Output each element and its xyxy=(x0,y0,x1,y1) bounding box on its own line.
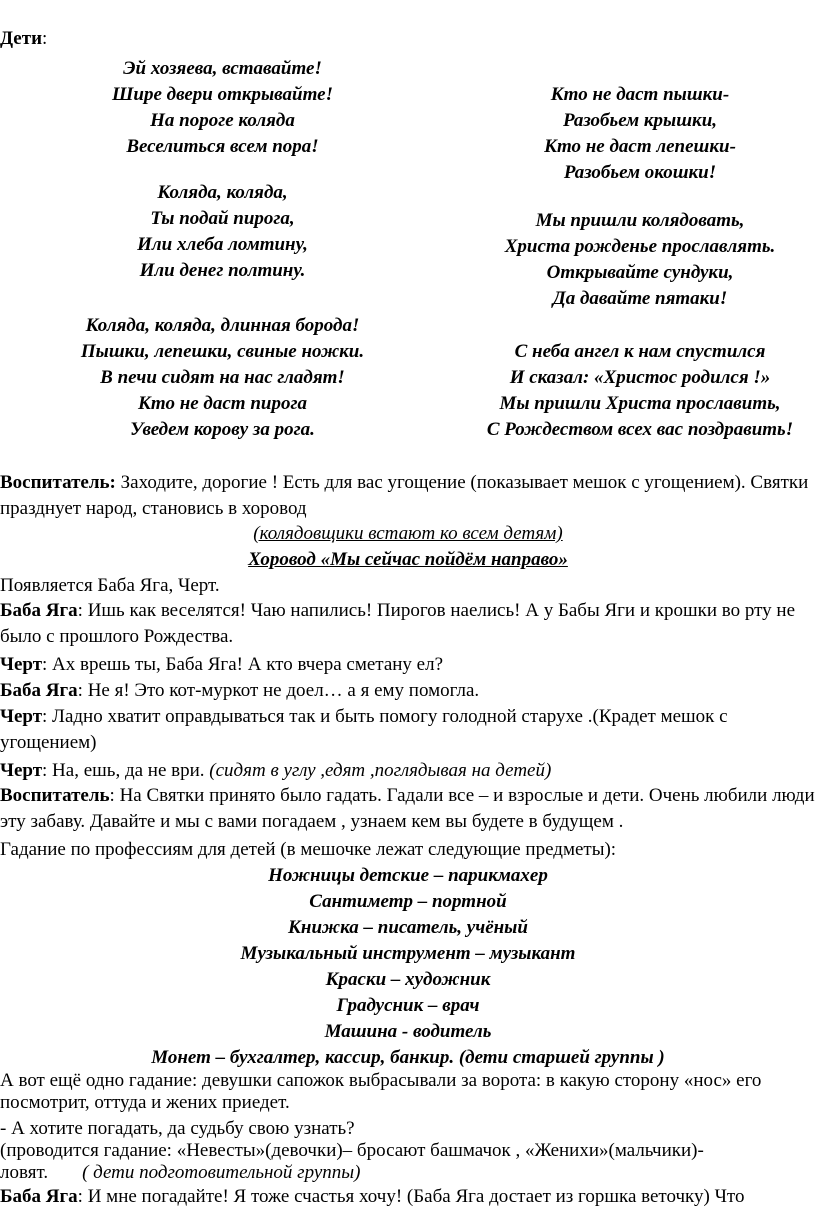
speaker-label: Баба Яга xyxy=(0,1186,78,1207)
poem-right-line: Христа рожденье прославлять. xyxy=(504,236,776,257)
procedure-text: ловят. xyxy=(0,1162,49,1183)
procedure-line: (проводится гадание: «Невесты»(девочки)– бросают башмачок , «Женихи»(мальчики)- xyxy=(0,1140,704,1161)
fortune-item: Сантиметр – портной xyxy=(309,891,507,912)
poem-left-line: Кто не даст пирога xyxy=(138,393,307,414)
poem-left-line: На пороге коляда xyxy=(150,110,295,131)
dialogue-line xyxy=(0,654,816,676)
stage-direction: ( дети подготовительной группы) xyxy=(82,1162,361,1183)
shoe-paragraph: А вот ещё одно гадание: девушки сапожок выбрасывали за ворота: в какую сторону «нос» его посмотрит, оттуда и жених приедет. xyxy=(0,1070,762,1113)
speaker-label: Воспитатель xyxy=(0,785,110,806)
speech-text: : Ладно хватит оправдываться так и быть помогу голодной старухе .(Крадет мешок с угощением) xyxy=(0,706,728,753)
poem-right-line: И сказал: «Христос родился !» xyxy=(509,367,771,388)
poem-right-line: Разобьем окошки! xyxy=(563,162,717,183)
speaker-label: Черт xyxy=(0,706,43,727)
colon: : xyxy=(42,28,48,49)
poem-right-line: С Рождеством всех вас поздравить! xyxy=(486,419,794,440)
speaker-label: Черт xyxy=(0,760,43,781)
poem-right-line: С неба ангел к нам спустился xyxy=(514,341,766,362)
poem-right-line: Мы пришли Христа прославить, xyxy=(499,393,781,414)
fortune-item: Книжка – писатель, учёный xyxy=(288,917,528,938)
dialogue-line xyxy=(0,704,815,756)
speech-text: : На, ешь, да не ври. xyxy=(42,760,210,781)
procedure-line xyxy=(0,1162,816,1184)
poem-left-line: Эй хозяева, вставайте! xyxy=(123,58,322,79)
poem-left-line: Пышки, лепешки, свиные ножки. xyxy=(80,341,365,362)
speaker-label: Дети xyxy=(0,28,43,49)
speech-text: : На Святки принято было гадать. Гадали все – и взрослые и дети. Очень любили люди эту забаву. Давайте и мы с вами погадаем , узнаем кем вы будете в будущем . xyxy=(0,785,815,832)
poem-left-line: Коляда, коляда, xyxy=(157,182,288,203)
fortune-item: Машина - водитель xyxy=(324,1021,492,1042)
stage-direction: (сидят в углу ,едят ,поглядывая на детей) xyxy=(209,760,552,781)
speech-text: : И мне погадайте! Я тоже счастья хочу! (Баба Яга достает из горшка веточку) Что xyxy=(77,1186,745,1207)
fortune-item: Ножницы детские – парикмахер xyxy=(268,865,548,886)
speech-text: : Ах врешь ты, Баба Яга! А кто вчера сметану ел? xyxy=(42,654,444,675)
speech-text: : Ишь как веселятся! Чаю напились! Пирогов наелись! А у Бабы Яги и крошки во рту не было с прошлого Рождества. xyxy=(0,600,796,647)
educator-paragraph xyxy=(0,470,815,522)
speaker-label: Воспитатель: xyxy=(0,472,116,493)
speaker-label: Черт xyxy=(0,654,43,675)
dialogue-line xyxy=(0,760,816,782)
poem-right-line: Да давайте пятаки! xyxy=(552,288,728,309)
poem-right-line: Мы пришли колядовать, xyxy=(535,210,745,231)
fortune-intro: Гадание по профессиям для детей (в мешочке лежат следующие предметы): xyxy=(0,839,617,860)
dance-title: Хоровод «Мы сейчас пойдём направо» xyxy=(248,549,568,570)
poem-right-line: Кто не даст лепешки- xyxy=(544,136,736,157)
fortune-item: Монет – бухгалтер, кассир, банкир. (дети старшей группы ) xyxy=(151,1047,665,1068)
poem-left-line: В печи сидят на нас гладят! xyxy=(100,367,345,388)
poem-right-line: Разобьем крышки, xyxy=(562,110,718,131)
fortune-item: Краски – художник xyxy=(325,969,491,990)
poem-right-line: Открывайте сундуки, xyxy=(546,262,734,283)
speech-text: : Не я! Это кот-муркот не доел… а я ему помогла. xyxy=(77,680,480,701)
fortune-item: Градусник – врач xyxy=(336,995,480,1016)
fortune-item: Музыкальный инструмент – музыкант xyxy=(240,943,576,964)
stage-direction: (колядовщики встают ко всем детям) xyxy=(253,523,563,544)
poem-left-line: Коляда, коляда, длинная борода! xyxy=(85,315,360,336)
intro-line xyxy=(0,28,816,50)
dialogue-line xyxy=(0,680,816,702)
poem-left-line: Веселиться всем пора! xyxy=(126,136,319,157)
poem-left-line: Ты подай пирога, xyxy=(150,208,295,229)
poem-right-line: Кто не даст пышки- xyxy=(550,84,730,105)
dialogue-line xyxy=(0,598,815,650)
question-line: - А хотите погадать, да судьбу свою узнать? xyxy=(0,1118,355,1139)
dialogue-line xyxy=(0,783,815,835)
speaker-label: Баба Яга xyxy=(0,680,78,701)
poem-left-line: Или денег полтину. xyxy=(139,260,306,281)
poem-left-line: Уведем корову за рога. xyxy=(130,419,315,440)
speaker-label: Баба Яга xyxy=(0,600,78,621)
appearance-note: Появляется Баба Яга, Черт. xyxy=(0,575,220,596)
dialogue-line xyxy=(0,1186,816,1208)
poem-left-line: Шире двери открывайте! xyxy=(112,84,333,105)
speech-text: Заходите, дорогие ! Есть для вас угощение (показывает мешок с угощением). Святки празднует народ, становись в хоровод xyxy=(0,472,809,519)
poem-left-line: Или хлеба ломтину, xyxy=(137,234,308,255)
